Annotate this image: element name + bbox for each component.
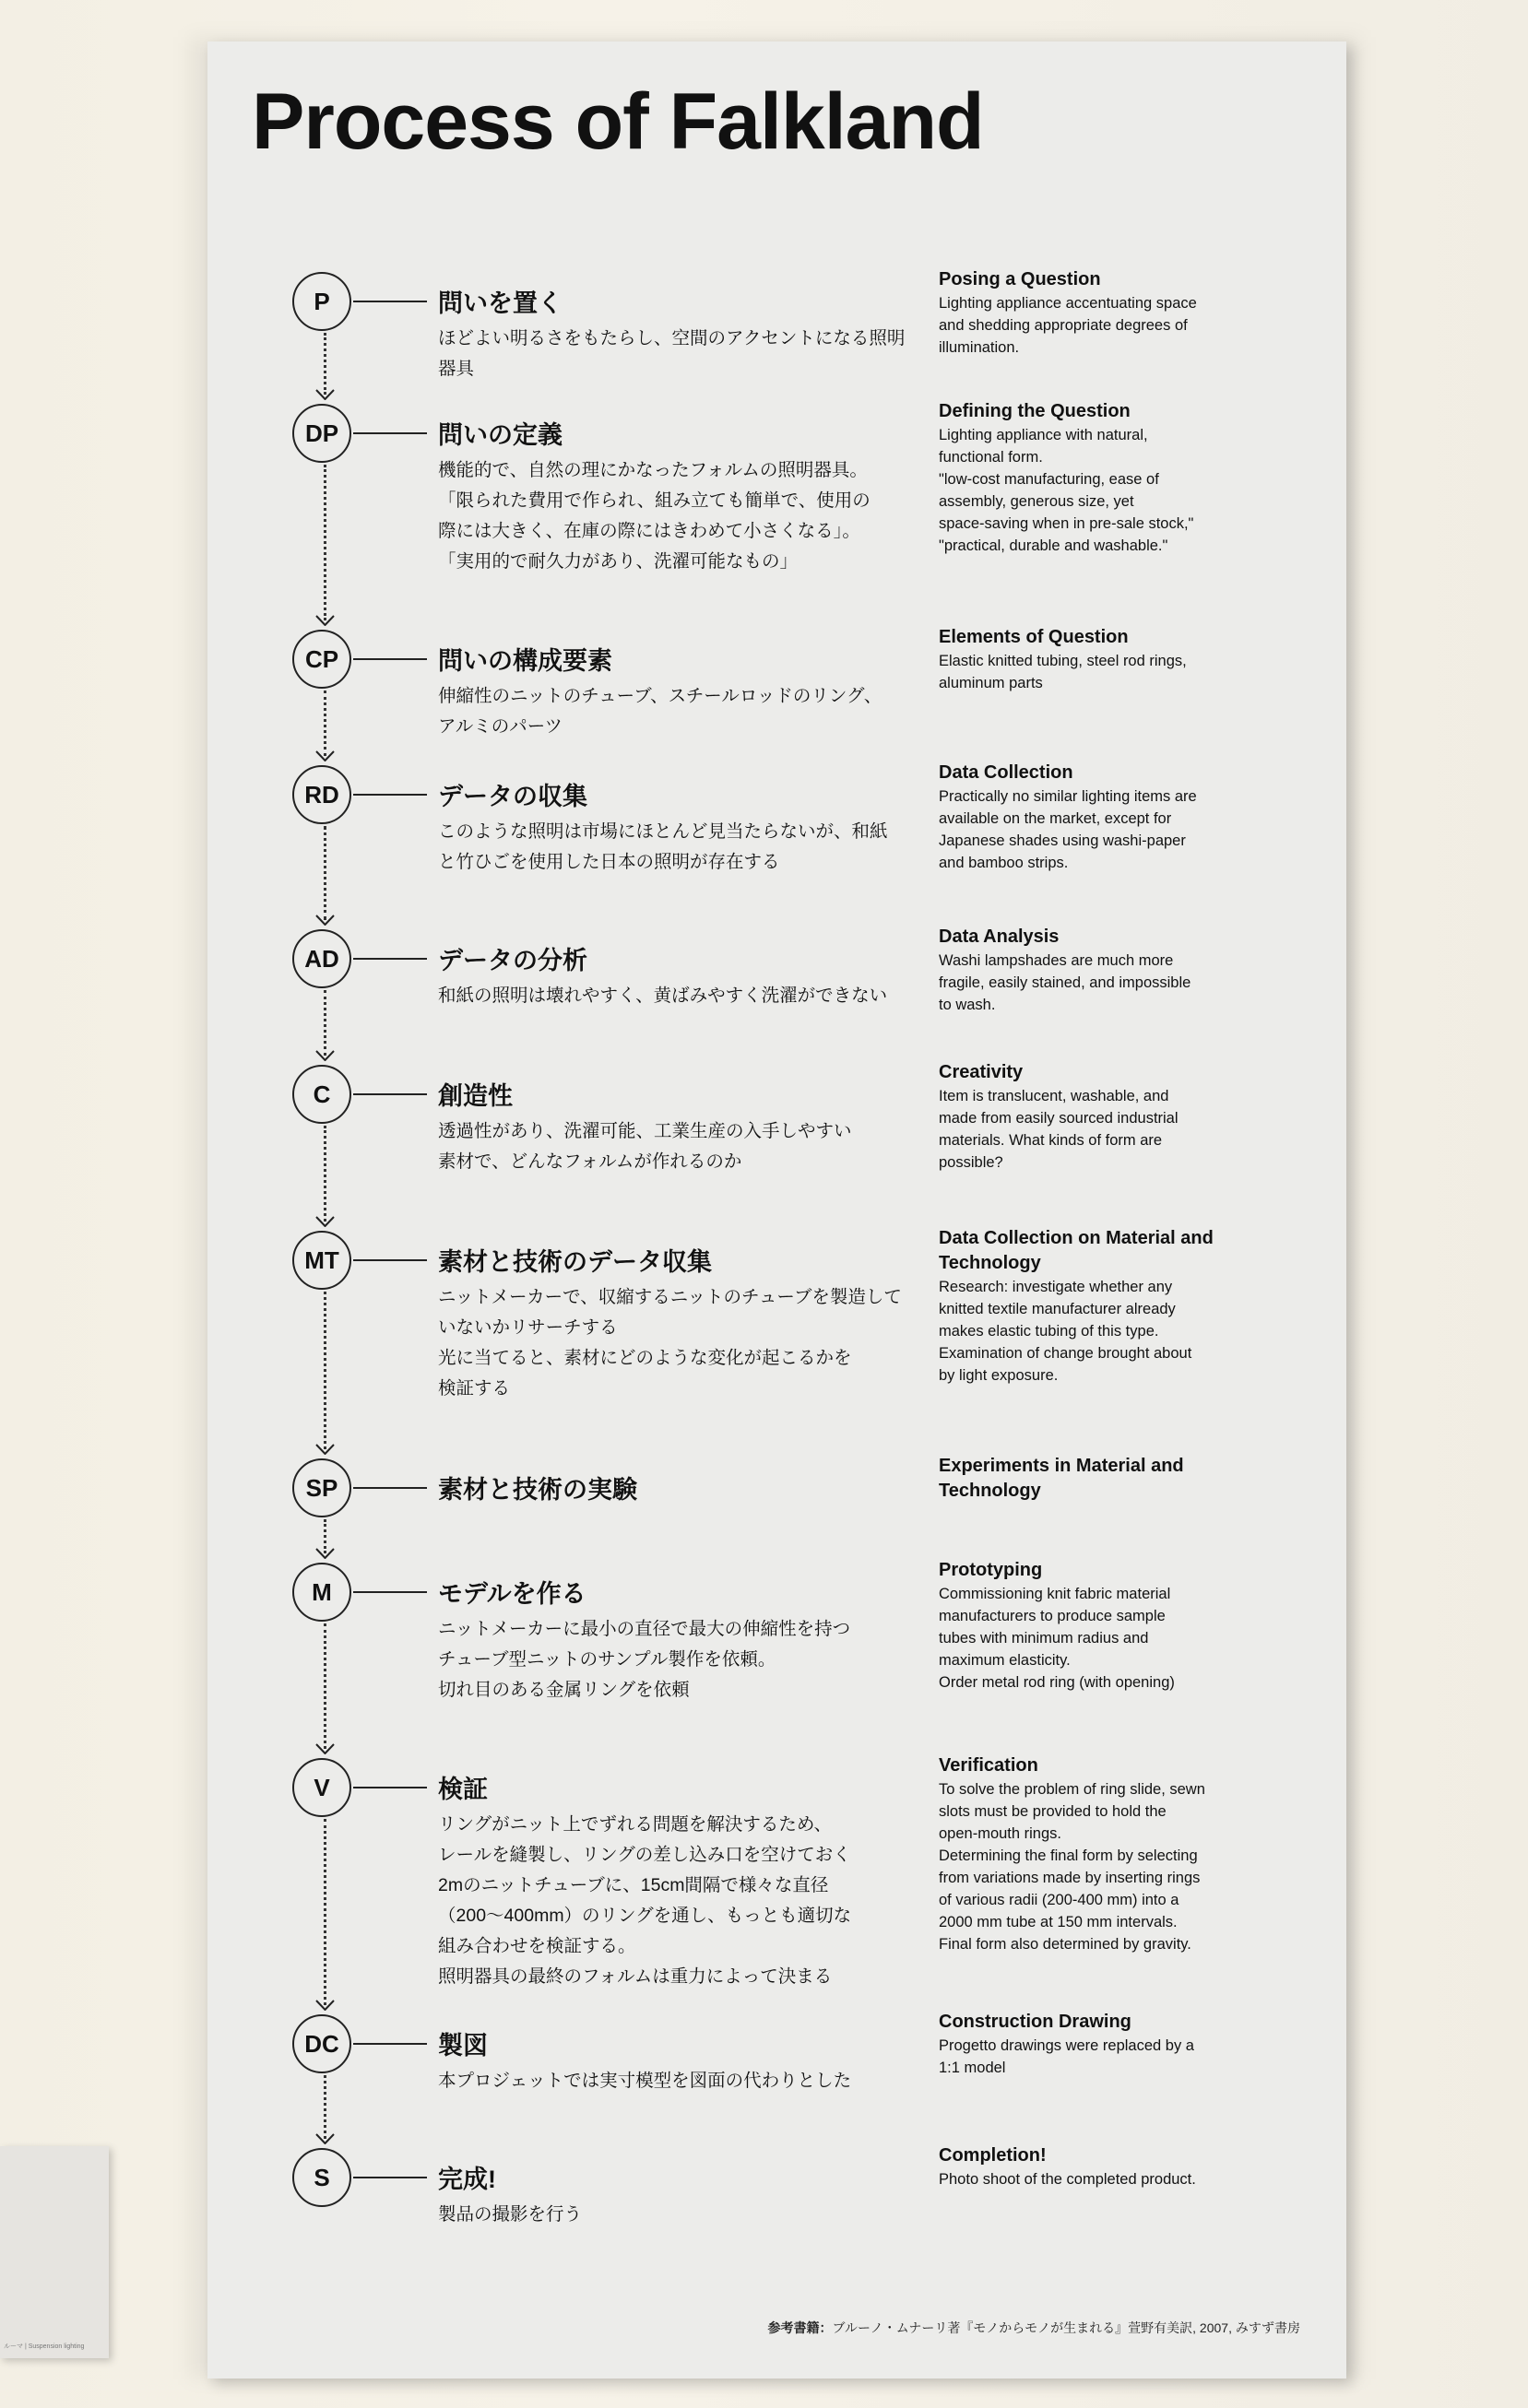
step-jp-title: モデルを作る: [438, 1580, 586, 1608]
flow-dotted-line: [324, 990, 326, 1056]
step-code-badge: DP: [292, 404, 351, 463]
jp-line: 機能的で、自然の理にかなったフォルムの照明器具。: [438, 460, 868, 480]
en-line: "practical, durable and washable.": [939, 537, 1168, 554]
en-line: makes elastic tubing of this type.: [939, 1323, 1159, 1340]
step-en-description: [939, 1778, 1271, 1955]
step-code-badge: M: [292, 1563, 351, 1622]
step-en-title: Data Collection: [939, 762, 1073, 783]
step-en-title: Verification: [939, 1755, 1038, 1776]
step-jp-title: 製図: [438, 2032, 488, 2060]
step-connector-line: [353, 2043, 427, 2045]
en-line: Commissioning knit fabric material: [939, 1586, 1171, 1602]
en-line: Determining the final form by selecting: [939, 1847, 1198, 1864]
jp-line: リングがニット上でずれる問題を解決するため、: [438, 1814, 833, 1835]
step-code-badge: AD: [292, 929, 351, 988]
en-line: Photo shoot of the completed product.: [939, 2171, 1196, 2188]
jp-line: 切れ目のある金属リングを依頼: [438, 1680, 690, 1700]
step-jp-title: 完成!: [438, 2166, 496, 2193]
step-en-description: [939, 650, 1271, 694]
en-line: manufacturers to produce sample: [939, 1608, 1166, 1624]
jp-line: 際には大きく、在庫の際にはきわめて小さくなる」。: [438, 521, 860, 541]
step-en-title: Posing a Question: [939, 269, 1101, 289]
en-line: fragile, easily stained, and impossible: [939, 974, 1191, 991]
en-line: "low-cost manufacturing, ease of: [939, 471, 1159, 488]
flow-arrow-icon: [315, 1444, 335, 1455]
step-code-badge: CP: [292, 630, 351, 689]
jp-line: （200〜400mm）のリングを通し、もっとも適切な: [438, 1906, 852, 1926]
step-code-badge: SP: [292, 1458, 351, 1517]
step-en-title: Data Collection on Material and Technology: [939, 1228, 1214, 1273]
flow-dotted-line: [324, 1623, 326, 1749]
flow-dotted-line: [324, 465, 326, 620]
flow-dotted-line: [324, 333, 326, 395]
step-jp-title: 問いの定義: [438, 421, 563, 449]
flow-arrow-icon: [315, 2000, 335, 2011]
en-line: open-mouth rings.: [939, 1825, 1061, 1842]
en-line: maximum elasticity.: [939, 1652, 1071, 1669]
en-line: by light exposure.: [939, 1367, 1059, 1384]
step-jp-title: 素材と技術のデータ収集: [438, 1248, 712, 1276]
en-line: aluminum parts: [939, 675, 1043, 691]
en-line: Elastic knitted tubing, steel rod rings,: [939, 653, 1187, 669]
en-line: Lighting appliance accentuating space: [939, 295, 1197, 312]
step-connector-line: [353, 658, 427, 660]
en-line: made from easily sourced industrial: [939, 1110, 1179, 1127]
step-code-badge: DC: [292, 2014, 351, 2073]
step-en-description: [939, 292, 1271, 359]
neighbor-placard-text: ルーマ | Suspension lighting: [4, 2343, 85, 2350]
step-connector-line: [353, 1787, 427, 1788]
step-jp-description: [438, 1614, 918, 1706]
step-en-title: Defining the Question: [939, 401, 1131, 421]
step-jp-description: [438, 2200, 918, 2230]
en-line: Japanese shades using washi-paper: [939, 832, 1186, 849]
jp-line: 組み合わせを検証する。: [438, 1936, 636, 1956]
step-connector-line: [353, 958, 427, 960]
en-line: Final form also determined by gravity.: [939, 1936, 1191, 1953]
step-en-description: [939, 1085, 1271, 1174]
jp-line: このような照明は市場にほとんど見当たらないが、和紙: [438, 821, 888, 842]
step-jp-description: [438, 681, 918, 742]
step-jp-description: [438, 817, 918, 878]
step-jp-title: 素材と技術の実験: [438, 1476, 637, 1504]
step-code-badge: C: [292, 1065, 351, 1124]
en-line: Item is translucent, washable, and: [939, 1088, 1169, 1104]
en-line: Progetto drawings were replaced by a: [939, 2037, 1194, 2054]
jp-line: ニットメーカーに最小の直径で最大の伸縮性を持つ: [438, 1619, 851, 1639]
jp-line: レールを縫製し、リングの差し込み口を空けておく: [438, 1845, 851, 1865]
en-line: functional form.: [939, 449, 1043, 466]
en-line: slots must be provided to hold the: [939, 1803, 1167, 1820]
step-code-badge: MT: [292, 1231, 351, 1290]
jp-line: 素材で、どんなフォルムが作れるのか: [438, 1151, 742, 1172]
jp-line: チューブ型ニットのサンプル製作を依頼。: [438, 1649, 776, 1670]
en-line: knitted textile manufacturer already: [939, 1301, 1176, 1317]
step-code-badge: S: [292, 2148, 351, 2207]
en-line: to wash.: [939, 997, 996, 1013]
page-title: Process of Falkland: [252, 77, 984, 166]
en-line: illumination.: [939, 339, 1020, 356]
en-line: 2000 mm tube at 150 mm intervals.: [939, 1914, 1178, 1930]
en-line: tubes with minimum radius and: [939, 1630, 1149, 1647]
flow-dotted-line: [324, 826, 326, 920]
en-line: Research: investigate whether any: [939, 1279, 1173, 1295]
flow-arrow-icon: [315, 915, 335, 926]
step-connector-line: [353, 301, 427, 302]
jp-line: 照明器具の最終のフォルムは重力によって決まる: [438, 1966, 833, 1987]
step-en-description: [939, 1583, 1271, 1694]
step-jp-title: 検証: [438, 1776, 488, 1803]
en-line: and bamboo strips.: [939, 855, 1069, 871]
reference-footer: [768, 2319, 1300, 2337]
step-en-description: [939, 950, 1271, 1016]
reference-text: ブルーノ・ムナーリ著『モノからモノが生まれる』萱野有美訳, 2007, みすず書房: [832, 2320, 1300, 2335]
neighbor-placard: [0, 2146, 109, 2358]
flow-dotted-line: [324, 1819, 326, 2005]
process-panel: [207, 41, 1346, 2378]
step-jp-description: [438, 1810, 918, 1992]
step-code-badge: RD: [292, 765, 351, 824]
flow-dotted-line: [324, 1126, 326, 1222]
en-line: Examination of change brought about: [939, 1345, 1192, 1362]
en-line: Washi lampshades are much more: [939, 952, 1174, 969]
en-line: assembly, generous size, yet: [939, 493, 1134, 510]
jp-line: 光に当てると、素材にどのような変化が起こるかを: [438, 1348, 852, 1368]
step-en-description: [939, 424, 1271, 557]
flow-arrow-icon: [315, 1216, 335, 1227]
step-jp-description: [438, 981, 918, 1011]
jp-line: 和紙の照明は壊れやすく、黄ばみやすく洗濯ができない: [438, 986, 888, 1006]
step-en-description: [939, 2168, 1271, 2190]
en-line: Practically no similar lighting items are: [939, 788, 1197, 805]
step-jp-title: 創造性: [438, 1082, 513, 1110]
step-jp-title: データの収集: [438, 783, 587, 810]
step-connector-line: [353, 432, 427, 434]
en-line: space-saving when in pre-sale stock,": [939, 515, 1194, 532]
jp-line: 「限られた費用で作られ、組み立ても簡単で、使用の: [438, 490, 871, 511]
step-en-title: Completion!: [939, 2145, 1047, 2166]
step-jp-description: [438, 1282, 918, 1404]
step-en-title: Prototyping: [939, 1560, 1043, 1580]
en-line: of various radii (200-400 mm) into a: [939, 1892, 1179, 1908]
en-line: Lighting appliance with natural,: [939, 427, 1148, 443]
step-jp-description: [438, 455, 918, 577]
step-jp-description: [438, 2066, 918, 2096]
en-line: available on the market, except for: [939, 810, 1172, 827]
jp-line: 製品の撮影を行う: [438, 2204, 583, 2225]
step-code-badge: V: [292, 1758, 351, 1817]
flow-arrow-icon: [315, 1743, 335, 1754]
step-code-badge: P: [292, 272, 351, 331]
reference-label: 参考書籍：: [767, 2320, 833, 2335]
flow-arrow-icon: [315, 389, 335, 400]
jp-line: と竹ひごを使用した日本の照明が存在する: [438, 852, 780, 872]
jp-line: いないかリサーチする: [438, 1317, 618, 1338]
jp-line: 伸縮性のニットのチューブ、スチールロッドのリング、: [438, 686, 882, 706]
jp-line: 本プロジェットでは実寸模型を図面の代わりとした: [438, 2071, 852, 2091]
step-connector-line: [353, 1259, 427, 1261]
en-line: To solve the problem of ring slide, sewn: [939, 1781, 1205, 1798]
en-line: possible?: [939, 1154, 1003, 1171]
step-jp-title: 問いを置く: [438, 289, 563, 317]
step-jp-title: 問いの構成要素: [438, 647, 612, 675]
flow-dotted-line: [324, 1292, 326, 1449]
flow-arrow-icon: [315, 750, 335, 761]
step-en-title: Data Analysis: [939, 927, 1060, 947]
step-connector-line: [353, 794, 427, 796]
flow-dotted-line: [324, 691, 326, 756]
step-connector-line: [353, 1093, 427, 1095]
step-en-title: Creativity: [939, 1062, 1024, 1082]
step-jp-description: [438, 1116, 918, 1177]
flow-arrow-icon: [315, 2133, 335, 2144]
jp-line: アルミのパーツ: [438, 716, 563, 737]
jp-line: 検証する: [438, 1378, 511, 1399]
en-line: and shedding appropriate degrees of: [939, 317, 1188, 334]
flow-arrow-icon: [315, 615, 335, 626]
step-en-title: Elements of Question: [939, 627, 1129, 647]
step-jp-description: [438, 324, 918, 384]
step-en-description: [939, 2035, 1271, 2079]
en-line: 1:1 model: [939, 2060, 1006, 2076]
jp-line: 「実用的で耐久力があり、洗濯可能なもの」: [438, 551, 799, 572]
jp-line: ニットメーカーで、収縮するニットのチューブを製造して: [438, 1287, 902, 1307]
jp-line: ほどよい明るさをもたらし、空間のアクセントになる照明: [438, 328, 906, 348]
step-jp-title: データの分析: [438, 947, 587, 974]
step-connector-line: [353, 1591, 427, 1593]
jp-line: 透過性があり、洗濯可能、工業生産の入手しやすい: [438, 1121, 852, 1141]
step-en-description: [939, 785, 1271, 874]
step-connector-line: [353, 2177, 427, 2178]
step-en-title: Experiments in Material and Technology: [939, 1456, 1184, 1501]
step-connector-line: [353, 1487, 427, 1489]
flow-arrow-icon: [315, 1050, 335, 1061]
flow-arrow-icon: [315, 1548, 335, 1559]
jp-line: 器具: [438, 359, 475, 379]
en-line: materials. What kinds of form are: [939, 1132, 1163, 1149]
step-en-description: [939, 1276, 1271, 1387]
step-en-title: Construction Drawing: [939, 2012, 1131, 2032]
flow-dotted-line: [324, 2075, 326, 2139]
en-line: from variations made by inserting rings: [939, 1870, 1201, 1886]
jp-line: 2mのニットチューブに、15cm間隔で様々な直径: [438, 1875, 829, 1895]
en-line: Order metal rod ring (with opening): [939, 1674, 1175, 1691]
